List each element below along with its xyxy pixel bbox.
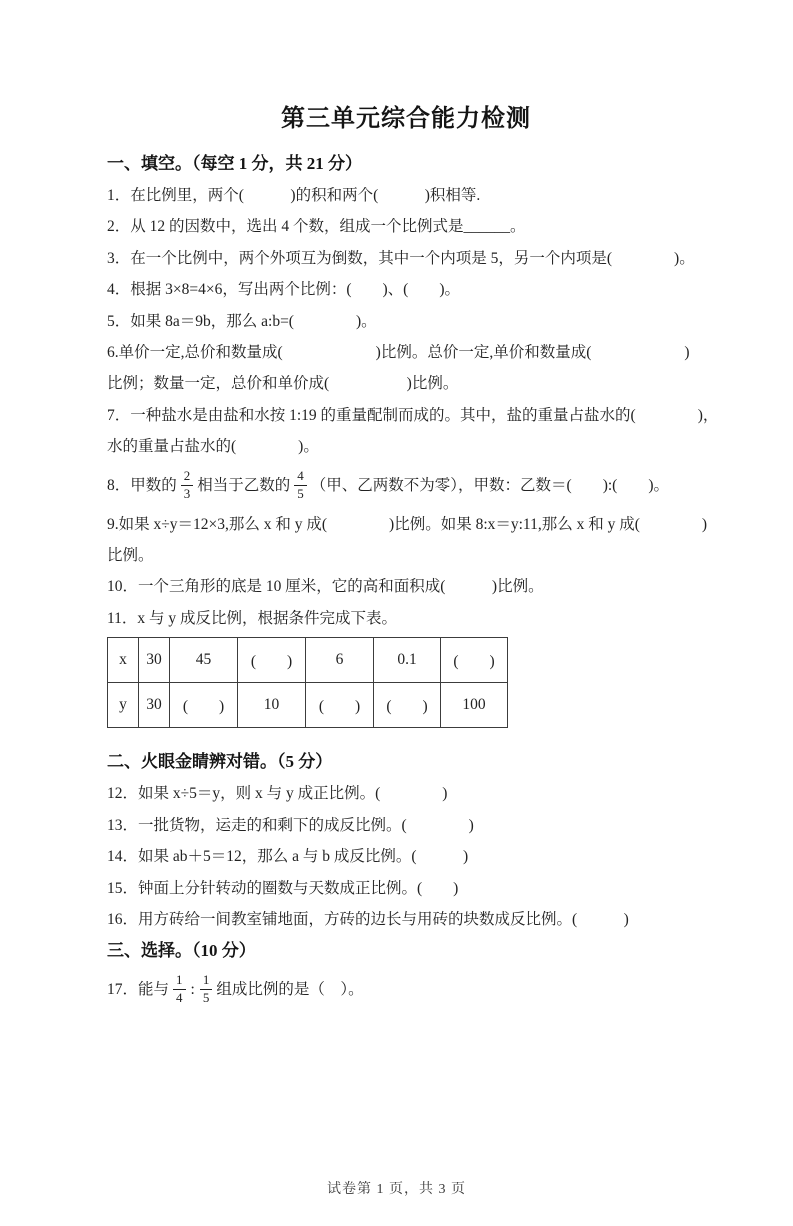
table-cell: 6	[306, 638, 374, 683]
question-7-line-1: 7．一种盐水是由盐和水按 1:19 的重量配制而成的。其中，盐的重量占盐水的( )，	[107, 406, 719, 424]
question-1: 1．在比例里，两个( )的积和两个( )积相等.	[107, 187, 481, 204]
question-10: 10．一个三角形的底是 10 厘米，它的高和面积成( )比例。	[107, 578, 544, 596]
question-12: 12．如果 x÷5＝y，则 x 与 y 成正比例。( )	[107, 785, 448, 803]
question-8-text-mid: 相当于乙数的	[197, 476, 291, 494]
table-cell: ( )	[441, 638, 508, 683]
question-9-line-2: 比例。	[107, 547, 154, 565]
question-17-text-post: 组成比例的是（ ）。	[216, 981, 364, 999]
question-6-line-1: 6.单价一定,总价和数量成( )比例。总价一定,单价和数量成( )	[107, 344, 690, 362]
question-8-text-post: （甲、乙两数不为零），甲数：乙数＝( ):( )。	[310, 476, 669, 494]
question-8	[107, 463, 705, 509]
table-cell: ( )	[374, 683, 441, 728]
table-row-label: y	[108, 683, 139, 728]
section-heading-1: 一、填空。（每空 1 分，共 21 分）	[107, 154, 362, 173]
question-3: 3．在一个比例中，两个外项互为倒数，其中一个内项是 5，另一个内项是( )。	[107, 249, 695, 267]
table-cell: 100	[441, 683, 508, 728]
page-footer: 试卷第 1 页，共 3 页	[327, 1182, 466, 1197]
question-14: 14．如果 ab＋5＝12，那么 a 与 b 成反比例。( )	[107, 848, 469, 866]
proportion-table	[107, 637, 508, 728]
fraction-one-fifth: $\frac{1}{5}$	[200, 973, 213, 1006]
question-9-line-1: 9.如果 x÷y＝12×3,那么 x 和 y 成( )比例。如果 8:x＝y:11,那么 x 和 y 成( )	[107, 515, 708, 533]
table-row-x	[108, 638, 508, 683]
table-cell: 10	[238, 683, 306, 728]
section-heading-2: 二、火眼金睛辨对错。（5 分）	[107, 752, 333, 772]
question-11: 11．x 与 y 成反比例，根据条件完成下表。	[107, 609, 398, 627]
question-8-text-pre: 8．甲数的	[107, 476, 177, 494]
question-7-line-2: 水的重量占盐水的( )。	[107, 438, 319, 456]
table-cell: 30	[139, 638, 170, 683]
table-cell: ( )	[306, 683, 374, 728]
question-16: 16．用方砖给一间教室铺地面，方砖的边长与用砖的块数成反比例。( )	[107, 910, 629, 928]
table-cell: ( )	[238, 638, 306, 683]
section-heading-3: 三、选择。（10 分）	[107, 941, 256, 961]
question-15: 15．钟面上分针转动的圈数与天数成正比例。( )	[107, 879, 459, 897]
table-row-y	[108, 683, 508, 728]
question-6-line-2: 比例；数量一定，总价和单价成( )比例。	[107, 375, 459, 393]
table-cell: ( )	[170, 683, 238, 728]
fraction-four-fifths: $\frac{4}{5}$	[294, 469, 307, 502]
question-4: 4．根据 3×8=4×6，写出两个比例：( )、( )。	[107, 281, 460, 299]
fraction-two-thirds: $\frac{2}{3}$	[181, 469, 194, 502]
question-13: 13．一批货物，运走的和剩下的成反比例。( )	[107, 816, 474, 834]
table-row-label: x	[108, 638, 139, 683]
table-cell: 0.1	[374, 638, 441, 683]
question-17	[107, 967, 705, 1013]
page-title: 第三单元综合能力检测	[281, 106, 531, 132]
page-content	[0, 104, 793, 1013]
question-2: 2．从 12 的因数中，选出 4 个数，组成一个比例式是______。	[107, 218, 526, 236]
ratio-colon: :	[190, 981, 195, 999]
exam-page	[0, 104, 793, 1226]
table-cell: 45	[170, 638, 238, 683]
question-5: 5．如果 8a＝9b，那么 a:b=( )。	[107, 312, 377, 330]
fraction-one-fourth: $\frac{1}{4}$	[173, 973, 186, 1006]
question-17-text-pre: 17．能与	[107, 981, 170, 999]
table-cell: 30	[139, 683, 170, 728]
